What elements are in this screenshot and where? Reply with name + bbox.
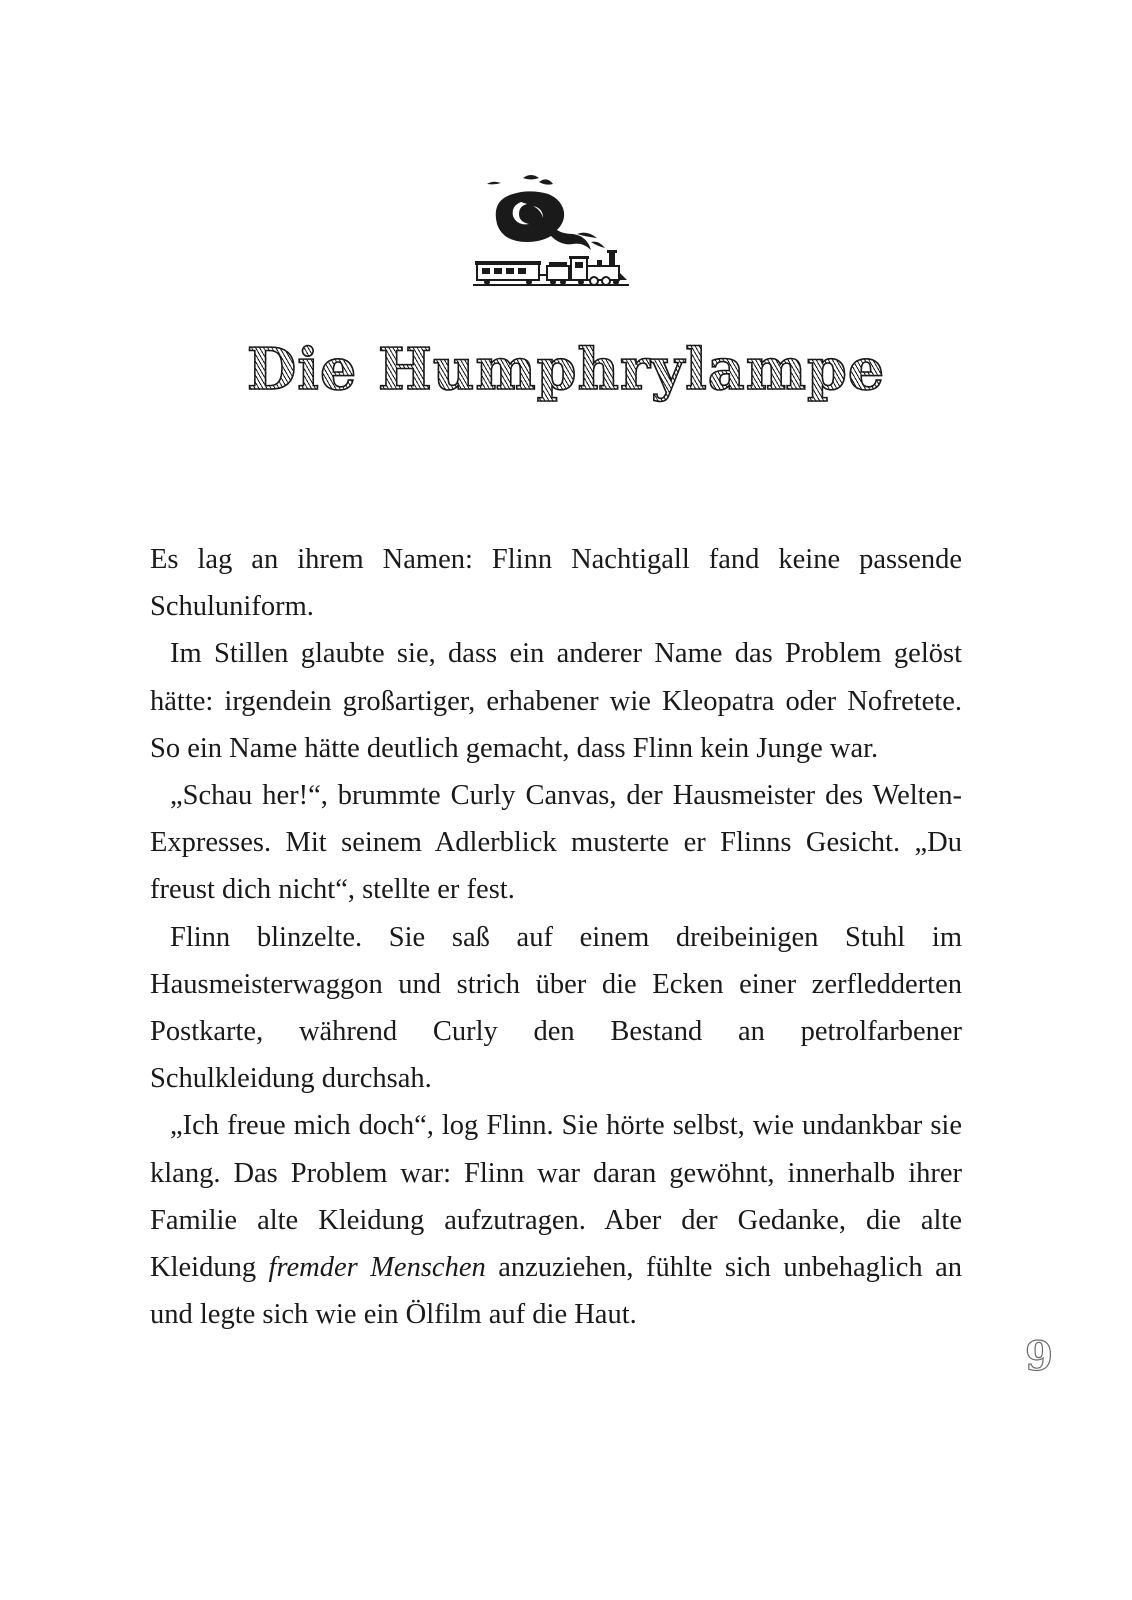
emphasized-text: fremder Menschen <box>268 1252 486 1284</box>
chapter-title: Die Humphrylampe <box>0 330 1132 410</box>
paragraph: Flinn blinzelte. Sie saß auf einem dreibeinigen Stuhl im Hausmeisterwaggon und strich über die Ecken einer zerfledderten Postkarte, während Curly den Bestand an petrolfarbener Schulkleidung durchsah. <box>150 921 962 1095</box>
page-number: 9 <box>1025 1333 1053 1380</box>
paragraph: „Schau her!“, brummte Curly Canvas, der Hausmeister des Welten-Expresses. Mit seinem Adlerblick musterte er Flinns Gesicht. „Du freust dich nicht“, stellte er fest. <box>150 780 962 906</box>
paragraph-text: anzuziehen, fühlte sich unbehaglich an und legte sich wie ein Ölfilm auf die Haut. <box>150 1252 962 1331</box>
paragraph <box>150 1102 962 1338</box>
paragraph-text: „Ich freue mich doch“, log Flinn. Sie hörte selbst, wie undankbar sie klang. Das Problem war: Flinn war daran gewöhnt, innerhalb ihrer Familie alte Kleidung aufzutragen. Aber der Gedanke, die alte Kleidung <box>150 1110 962 1284</box>
paragraph: Im Stillen glaubte sie, dass ein anderer Name das Problem gelöst hätte: irgendein großartiger, erhabener wie Kleopatra oder Nofretete. So ein Name hätte deutlich gemacht, dass Flinn kein Junge war. <box>150 638 962 764</box>
chapter-body <box>150 536 962 1338</box>
paragraph: Es lag an ihrem Namen: Flinn Nachtigall fand keine passende Schuluniform. <box>150 544 962 623</box>
steam-train-icon <box>473 172 629 296</box>
